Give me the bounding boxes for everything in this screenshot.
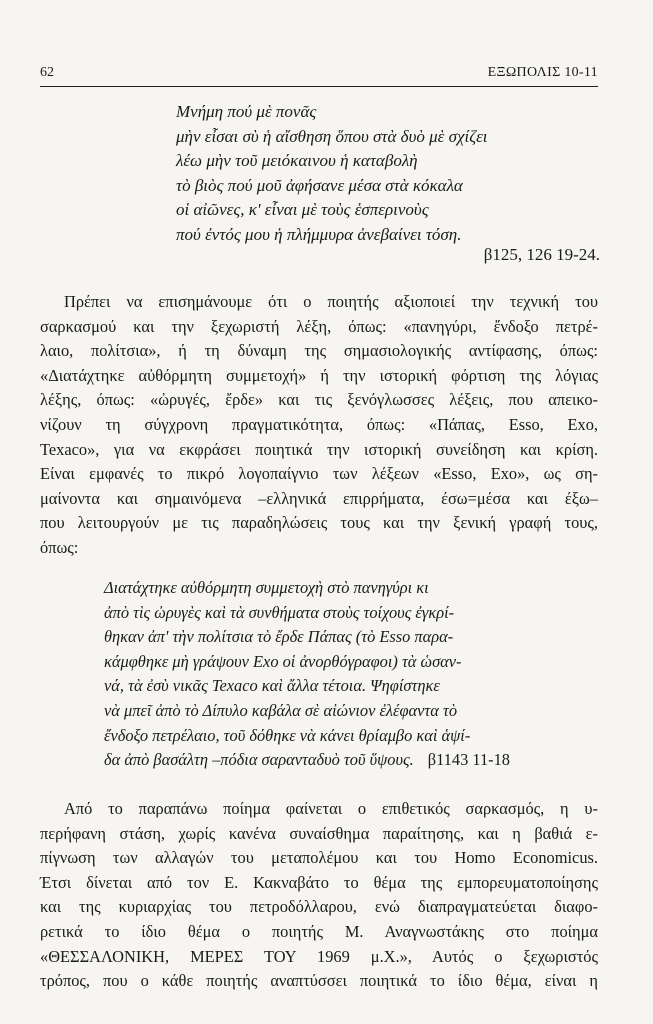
text-line: σαρκασμού και την ξεχωριστή λέξη, όπως: «πανηγύρι, ἔνδοξο πετρέ-: [40, 316, 598, 336]
poem-citation-1: β125, 126 19-24.: [483, 245, 600, 264]
text-line: Texaco», για να εκφράσει ποιητικά την ιστορική συνείδηση και κρίση.: [40, 439, 598, 459]
poem-excerpt-2: [104, 576, 600, 773]
text-line: Έτσι δίνεται από τον Ε. Κακναβάτο το θέμα της εμπορευματοποίησης: [40, 872, 598, 892]
poem-line: ἀπὸ τὶς ὠρυγὲς καὶ τὰ συνθήματα στοὺς τοίχους ἐγκρί-: [104, 602, 455, 622]
poem-line: μὴν εἶσαι σὺ ἡ αἴσθηση ὅπου στὰ δυὸ μὲ σχίζει: [176, 126, 488, 146]
text-line: λαιο, πολίτσια», ή τη δύναμη της σημασιολογικής αντίφασης, όπως:: [40, 341, 598, 361]
journal-title: ΕΞΩΠΟΛΙΣ 10-11: [487, 65, 598, 80]
poem-line: ἔνδοξο πετρέλαιο, τοῦ δόθηκε νὰ κάνει θρίαμβο καὶ ἁψί-: [104, 725, 471, 745]
paragraph-2: [40, 797, 598, 994]
poem-line: λέω μὴν τοῦ μειόκαινου ἡ καταβολὴ: [176, 151, 418, 171]
text-line: μαίνοντα και σημαινόμενα –ελληνικά επιρρήματα, έσω=μέσα και έξω–: [40, 488, 598, 508]
text-line: όπως:: [40, 537, 79, 557]
text-line: πίγνωση των αλλαγών του μεταπολέμου και του Homo Economicus.: [40, 848, 598, 868]
text-line: λέξης, όπως: «ὠρυγές, ἔρδε» και τις ξενόγλωσσες λέξεις, που απεικο-: [40, 390, 598, 410]
poem-line-text: δα ἀπὸ βασάλτη –πόδια σαρανταδυὸ τοῦ ὕψους.: [104, 750, 414, 770]
poem-line: νά, τὰ ἐσὺ νικᾶς Texaco καὶ ἄλλα τέτοια. Ψηφίστηκε: [104, 676, 440, 696]
text-line: Είναι εμφανές το πικρό λογοπαίγνιο των λέξεων «Esso, Exo», ως ση-: [40, 464, 598, 484]
poem-line: θηκαν ἀπ' τὴν πολίτσια τὸ ἔρδε Πάπας (τὸ Esso παρα-: [104, 627, 454, 647]
page-number: 62: [40, 65, 54, 80]
paragraph-1: [40, 290, 598, 561]
poem-citation-2: β1143 11-18: [427, 750, 510, 770]
text-line: Πρέπει να επισημάνουμε ότι ο ποιητής αξιοποιεί την τεχνική του: [64, 292, 598, 311]
text-line: που λειτουργούν με τις παραδηλώσεις τους και την ξενική γραφή τους,: [40, 513, 598, 533]
page-header: [40, 64, 598, 87]
poem-line: [104, 748, 600, 773]
text-line: «Διατάχτηκε αὐθόρμητη συμμετοχή» ή την ιστορική φόρτιση της λόγιας: [40, 365, 598, 385]
text-line: περήφανη στάση, χωρίς κανένα συναίσθημα παραίτησης, και η βαθιά ε-: [40, 823, 598, 843]
poem-line: πού ἐντός μου ἡ πλήμμυρα ἀνεβαίνει τόση.: [176, 224, 462, 244]
poem-line: νὰ μπεῖ ἀπὸ τὸ Δίπυλο καβάλα σὲ αἰώνιον ἐλέφαντα τὸ: [104, 700, 458, 720]
poem-line: τὸ βιὸς πού μοῦ ἀφήσανε μέσα στὰ κόκαλα: [176, 175, 463, 195]
poem-line: Μνήμη πού μὲ πονᾶς: [176, 102, 317, 121]
poem-excerpt-1: [176, 100, 600, 248]
poem-line: κάμφθηκε μὴ γράψουν Exo οἱ ἀνορθόγραφοι) τὰ ὡσαν-: [104, 651, 462, 671]
poem-line: οἱ αἰῶνες, κ' εἶναι μὲ τοὺς ἑσπερινοὺς: [176, 200, 429, 220]
text-line: «ΘΕΣΣΑΛΟΝΙΚΗ, ΜΕΡΕΣ ΤΟΥ 1969 μ.Χ.», Αυτός ο ξεχωριστός: [40, 946, 598, 966]
text-line: τρόπος, που ο κάθε ποιητής αναπτύσσει ποιητικά το ίδιο θέμα, είναι η: [40, 971, 598, 991]
poem-line: Διατάχτηκε αὐθόρμητη συμμετοχὴ στὸ πανηγύρι κι: [104, 578, 429, 597]
text-line: νίζουν τη σύγχρονη πραγματικότητα, όπως: «Πάπας, Esso, Exo,: [40, 414, 598, 434]
text-line: Από το παραπάνω ποίημα φαίνεται ο επιθετικός σαρκασμός, η υ-: [64, 799, 598, 818]
text-line: και της κυριαρχίας του πετροδόλλαρου, ενώ διαπραγματεύεται διαφο-: [40, 897, 598, 917]
text-line: ρετικά το ίδιο θέμα ο ποιητής Μ. Αναγνωστάκης στο ποίημα: [40, 921, 598, 941]
